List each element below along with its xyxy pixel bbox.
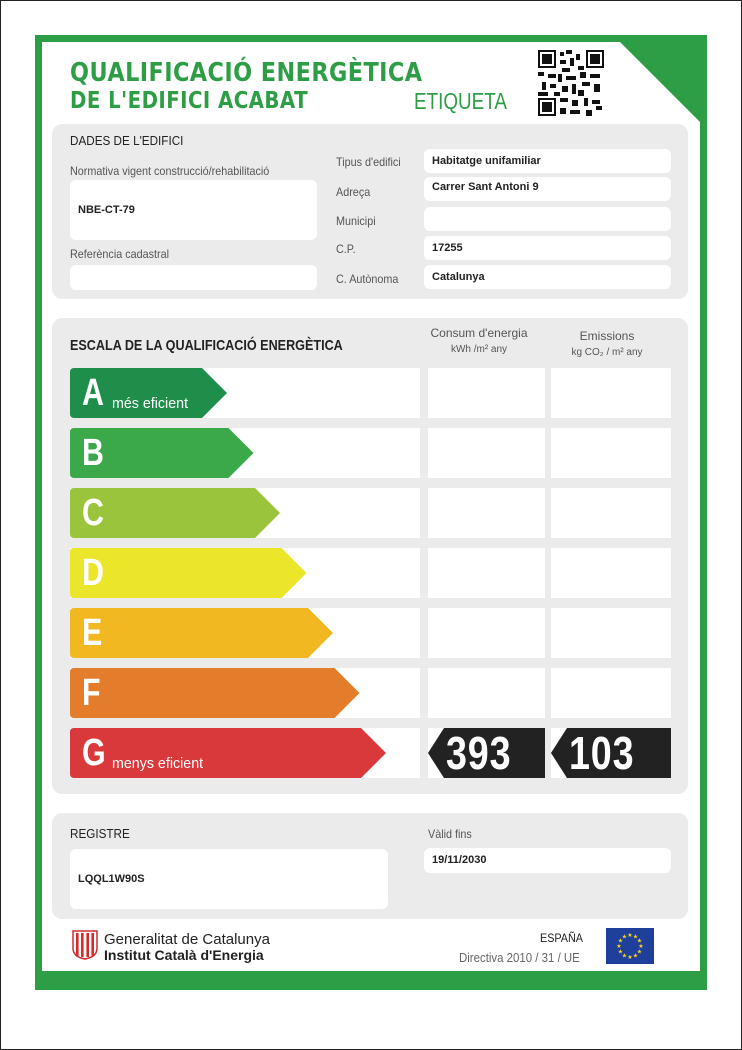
energy-cell [428, 368, 545, 418]
rating-bar-f [70, 668, 361, 718]
eu-star: ★ [632, 953, 639, 960]
address-field: Carrer Sant Antoni 9 [424, 177, 671, 201]
emissions-value: 103 [569, 727, 635, 779]
rating-bar-shape [70, 608, 333, 658]
generalitat-logo-icon [72, 930, 98, 960]
region-label: C. Autònoma [336, 272, 399, 286]
eu-star: ★ [616, 944, 622, 950]
rating-letter: A [82, 372, 104, 414]
emissions-cell [551, 488, 671, 538]
emissions-cell [551, 368, 671, 418]
emissions-cell [551, 608, 671, 658]
municipality-label: Municipi [336, 214, 376, 228]
scale-title: ESCALA DE LA QUALIFICACIÓ ENERGÈTICA [70, 337, 343, 354]
eu-star: ★ [632, 934, 639, 941]
label-type: ETIQUETA [414, 88, 507, 114]
energy-cell [428, 668, 545, 718]
energy-value-badge [428, 728, 545, 778]
eu-star: ★ [617, 949, 624, 956]
title-line-1: QUALIFICACIÓ ENERGÈTICA [70, 58, 423, 88]
rating-caption: menys eficient [112, 755, 204, 772]
regulation-field: NBE-CT-79 [70, 180, 317, 240]
energy-value: 393 [446, 727, 512, 779]
emissions-column-header [548, 329, 666, 358]
cadastral-label: Referència cadastral [70, 247, 170, 261]
postal-code-field: 17255 [424, 236, 671, 260]
registry-label: REGISTRE [70, 826, 130, 841]
eu-star: ★ [627, 955, 633, 961]
rating-bar-a [70, 368, 228, 418]
registry-field: LQQL1W90S [70, 849, 388, 909]
eu-star: ★ [636, 949, 643, 956]
eu-flag-icon [606, 928, 654, 964]
emissions-value-badge [551, 728, 671, 778]
building-type-field: Habitatge unifamiliar [424, 149, 671, 173]
eu-star: ★ [621, 934, 628, 941]
emissions-column-unit: kg CO₂ / m² any [571, 347, 643, 358]
rating-bar-c [70, 488, 281, 538]
rating-letter: D [82, 552, 104, 594]
cadastral-field [70, 265, 317, 290]
municipality-field [424, 207, 671, 231]
energy-cell [428, 428, 545, 478]
energy-cell [428, 548, 545, 598]
energy-cell [428, 608, 545, 658]
rating-caption: més eficient [112, 395, 189, 412]
rating-bar-e [70, 608, 334, 658]
postal-code-label: C.P. [336, 242, 356, 256]
emissions-cell [551, 668, 671, 718]
org-name-line-1: Generalitat de Catalunya [104, 931, 270, 948]
rating-bar-b [70, 428, 255, 478]
eu-star: ★ [636, 938, 643, 945]
corner-fold [620, 42, 700, 122]
emissions-column-title: Emissions [579, 329, 635, 343]
rating-letter: G [82, 732, 106, 774]
energy-column-header [420, 326, 538, 355]
country-label: ESPAÑA [540, 931, 584, 945]
rating-letter: E [82, 612, 103, 654]
org-name-line-2: Institut Català d'Energia [104, 947, 264, 963]
address-label: Adreça [336, 185, 371, 199]
rating-bar-g [70, 728, 387, 778]
building-type-label: Tipus d'edifici [336, 155, 401, 169]
building-section-title: DADES DE L'EDIFICI [70, 133, 184, 148]
valid-until-field: 19/11/2030 [424, 848, 671, 873]
eu-star: ★ [621, 953, 628, 960]
energy-column-unit: kWh /m² any [450, 344, 508, 355]
regulation-label: Normativa vigent construcció/rehabilitació [70, 164, 270, 178]
energy-column-title: Consum d'energia [430, 326, 528, 340]
rating-bar-shape [70, 548, 307, 598]
eu-star: ★ [617, 938, 624, 945]
eu-star: ★ [638, 944, 644, 950]
region-field: Catalunya [424, 265, 671, 289]
rating-bar-d [70, 548, 308, 598]
valid-until-label: Vàlid fins [428, 827, 472, 841]
energy-cell [428, 488, 545, 538]
rating-bar-shape [70, 668, 360, 718]
emissions-cell [551, 548, 671, 598]
eu-star: ★ [627, 933, 633, 939]
rating-letter: B [82, 432, 104, 474]
rating-letter: C [82, 492, 104, 534]
directive-label: Directiva 2010 / 31 / UE [459, 950, 580, 965]
rating-letter: F [82, 672, 101, 714]
emissions-cell [551, 428, 671, 478]
qr-code-icon [538, 50, 604, 116]
title-line-2: DE L'EDIFICI ACABAT [70, 88, 309, 114]
